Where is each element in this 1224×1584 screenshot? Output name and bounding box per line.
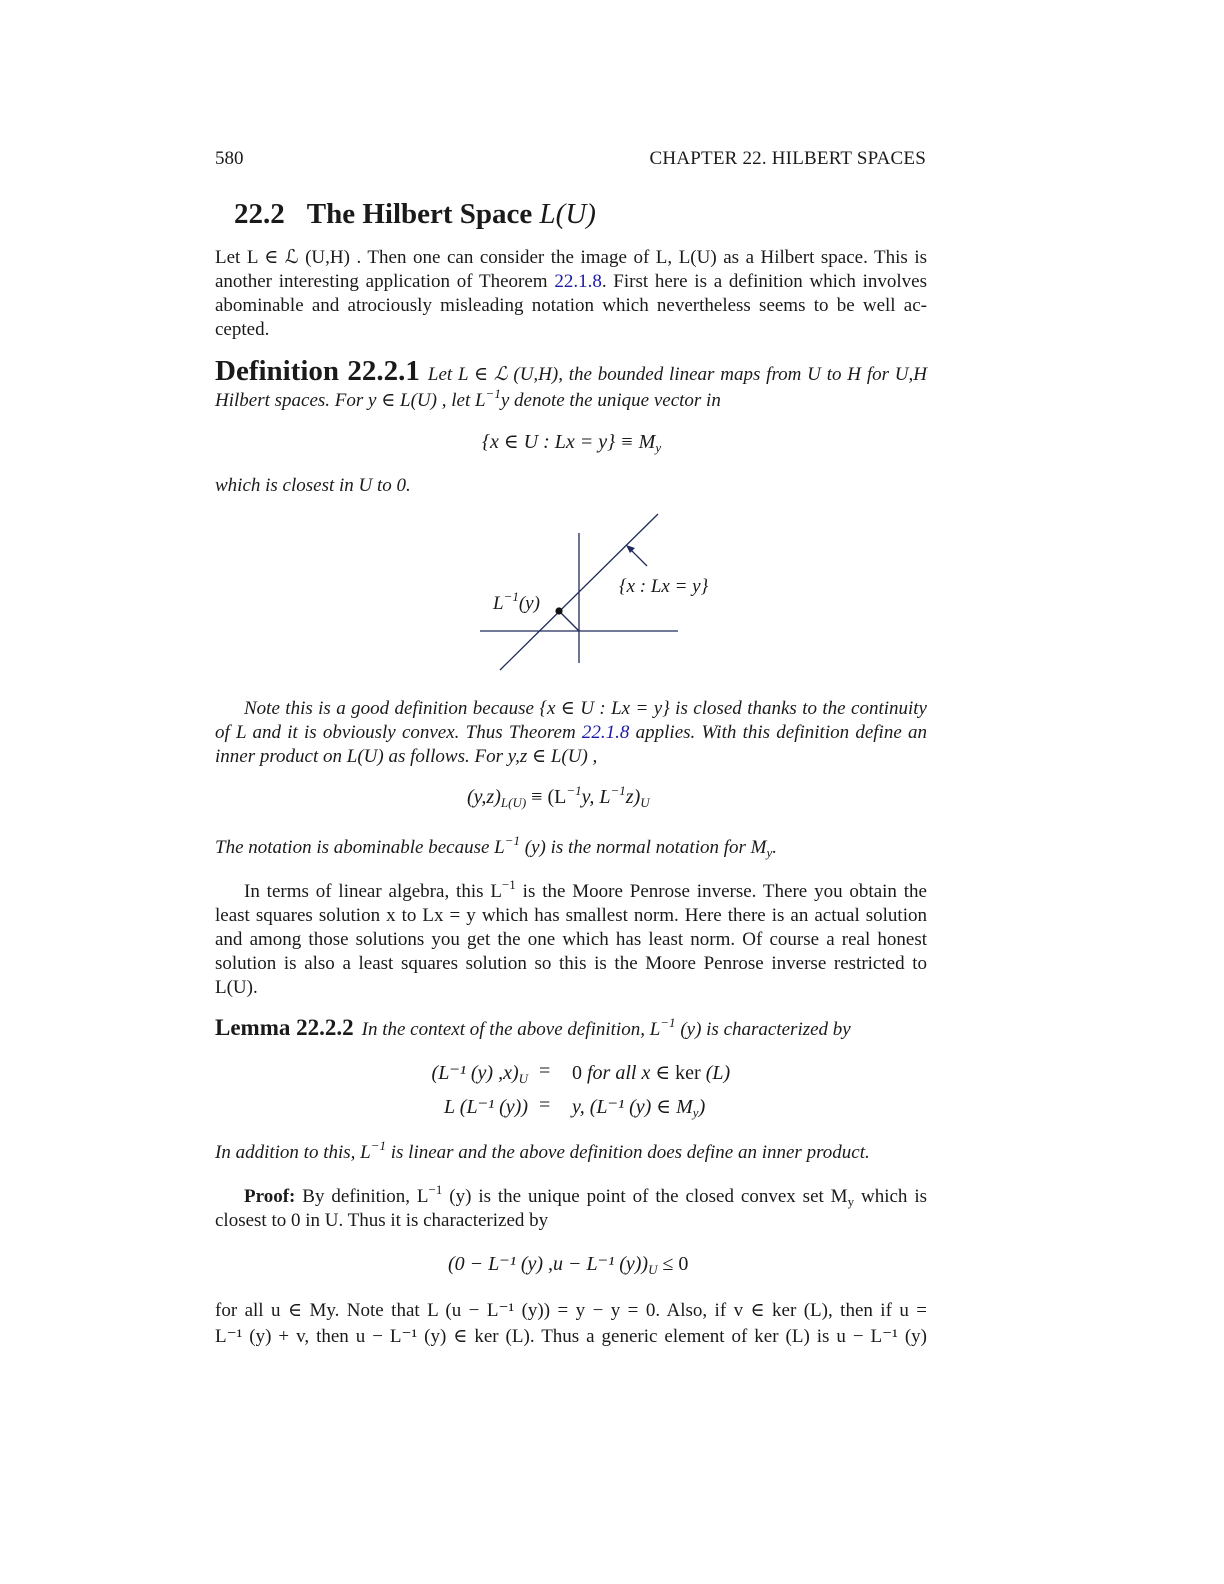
intro-line: another interesting application of Theorem 22.1.8. First here is a definition which involves — [215, 271, 928, 292]
definition-line: Definition 22.2.1 Let L ∈ ℒ (U,H), the bounded linear maps from U to H for U,H — [215, 355, 927, 387]
closest-point-dot — [555, 607, 562, 614]
page-number: 580 — [215, 148, 244, 169]
proof-equation: (0 − L⁻¹ (y) ,u − L⁻¹ $(y))_U \le 0$ — [448, 1253, 689, 1277]
moore-line: L(U). — [215, 977, 258, 998]
moore-penrose-paragraph — [215, 877, 927, 1000]
definition-block — [215, 355, 927, 412]
lemma-heading: Lemma 22.2.2 — [215, 1015, 354, 1040]
inner-product-equation: $(y,z)_{L(U)} \equiv (L^{-1}y$, $L^{-1}z)_U$ — [467, 783, 650, 810]
theorem-link[interactable]: 22.1.8 — [554, 271, 602, 292]
theorem-link[interactable]: 22.1.8 — [581, 722, 630, 743]
section-title-math: L(U) — [539, 198, 596, 230]
chapter-header: CHAPTER 22. HILBERT SPACES — [649, 148, 926, 169]
line-label: {x : Lx = y} — [619, 576, 709, 597]
note-paragraph — [215, 697, 927, 769]
note-line: of L and it is obviously convex. Thus Theorem 22.1.8 applies. With this definition define an — [215, 722, 927, 743]
proof-paragraph — [215, 1182, 927, 1233]
proof-line: for all u ∈ My. Note that L (u − L⁻¹ (y)) = y − y = 0. Also, if v ∈ ker (L), then if u = — [215, 1300, 927, 1321]
proof-continuation — [215, 1298, 927, 1350]
moore-line: least squares solution x to Lx = y which has smallest norm. Here there is an actual solution — [215, 905, 927, 926]
definition-equation: {x ∈ U : $Lx = y\} \equiv M_y$ — [482, 431, 662, 455]
proof-line: closest to 0 in U. Thus it is characterized by — [215, 1210, 549, 1231]
intro-line: Let L ∈ ℒ (U,H) . Then one can consider the image of L, L(U) as a Hilbert space. This is — [215, 247, 927, 268]
intro-paragraph — [215, 246, 927, 342]
moore-line: and among those solutions you get the one which has least norm. Of course a real honest — [215, 929, 927, 950]
lemma-closing: In addition to this, $L^{-1}$ is linear and the above definition does define an inner product. — [215, 1138, 870, 1163]
section-title — [234, 198, 596, 231]
diagram-figure — [470, 505, 730, 675]
proof-line: Proof: By definition, $L^{-1}$ (y) is the unique point of the closed convex set $M_y$ which is — [244, 1182, 927, 1209]
arrow-shaft — [630, 549, 647, 566]
point-label: $L^{-1}(y)$ — [493, 589, 540, 614]
notation-remark: The notation is abominable because $L^{-1}$ (y) is the normal notation for $M_y$. — [215, 833, 777, 860]
lemma-block: Lemma 22.2.2 In the context of the above definition, $L^{-1}$ (y) is characterized by — [215, 1015, 851, 1040]
definition-line: Hilbert spaces. For y ∈ L(U) , let $L^{-1}y$ denote the unique vector in — [215, 386, 721, 411]
intro-line: abominable and atrociously misleading notation which nevertheless seems to be well ac- — [215, 295, 927, 316]
definition-heading: Definition 22.2.1 — [215, 355, 420, 387]
proof-label: Proof: — [244, 1186, 296, 1207]
intro-line: cepted. — [215, 319, 270, 340]
note-line: inner product on L(U) as follows. For y,z ∈ L(U) , — [215, 746, 598, 767]
moore-line: In terms of linear algebra, this $L^{-1}$ is the Moore Penrose inverse. There you obtain the — [244, 877, 927, 902]
section-title-text: The Hilbert Space — [306, 198, 533, 230]
definition-closing: which is closest in U to 0. — [215, 475, 411, 496]
note-line: Note this is a good definition because {x ∈ U : Lx = y} is closed thanks to the continuity — [244, 698, 927, 719]
perpendicular-segment — [559, 611, 579, 631]
moore-line: solution is also a least squares solution so this is the Moore Penrose inverse restricted to — [215, 953, 927, 974]
section-number: 22.2 — [234, 198, 285, 230]
proof-line: L⁻¹ (y) + v, then u − L⁻¹ (y) ∈ ker (L). Thus a generic element of ker (L) is u − L⁻¹ (y) — [215, 1326, 927, 1347]
